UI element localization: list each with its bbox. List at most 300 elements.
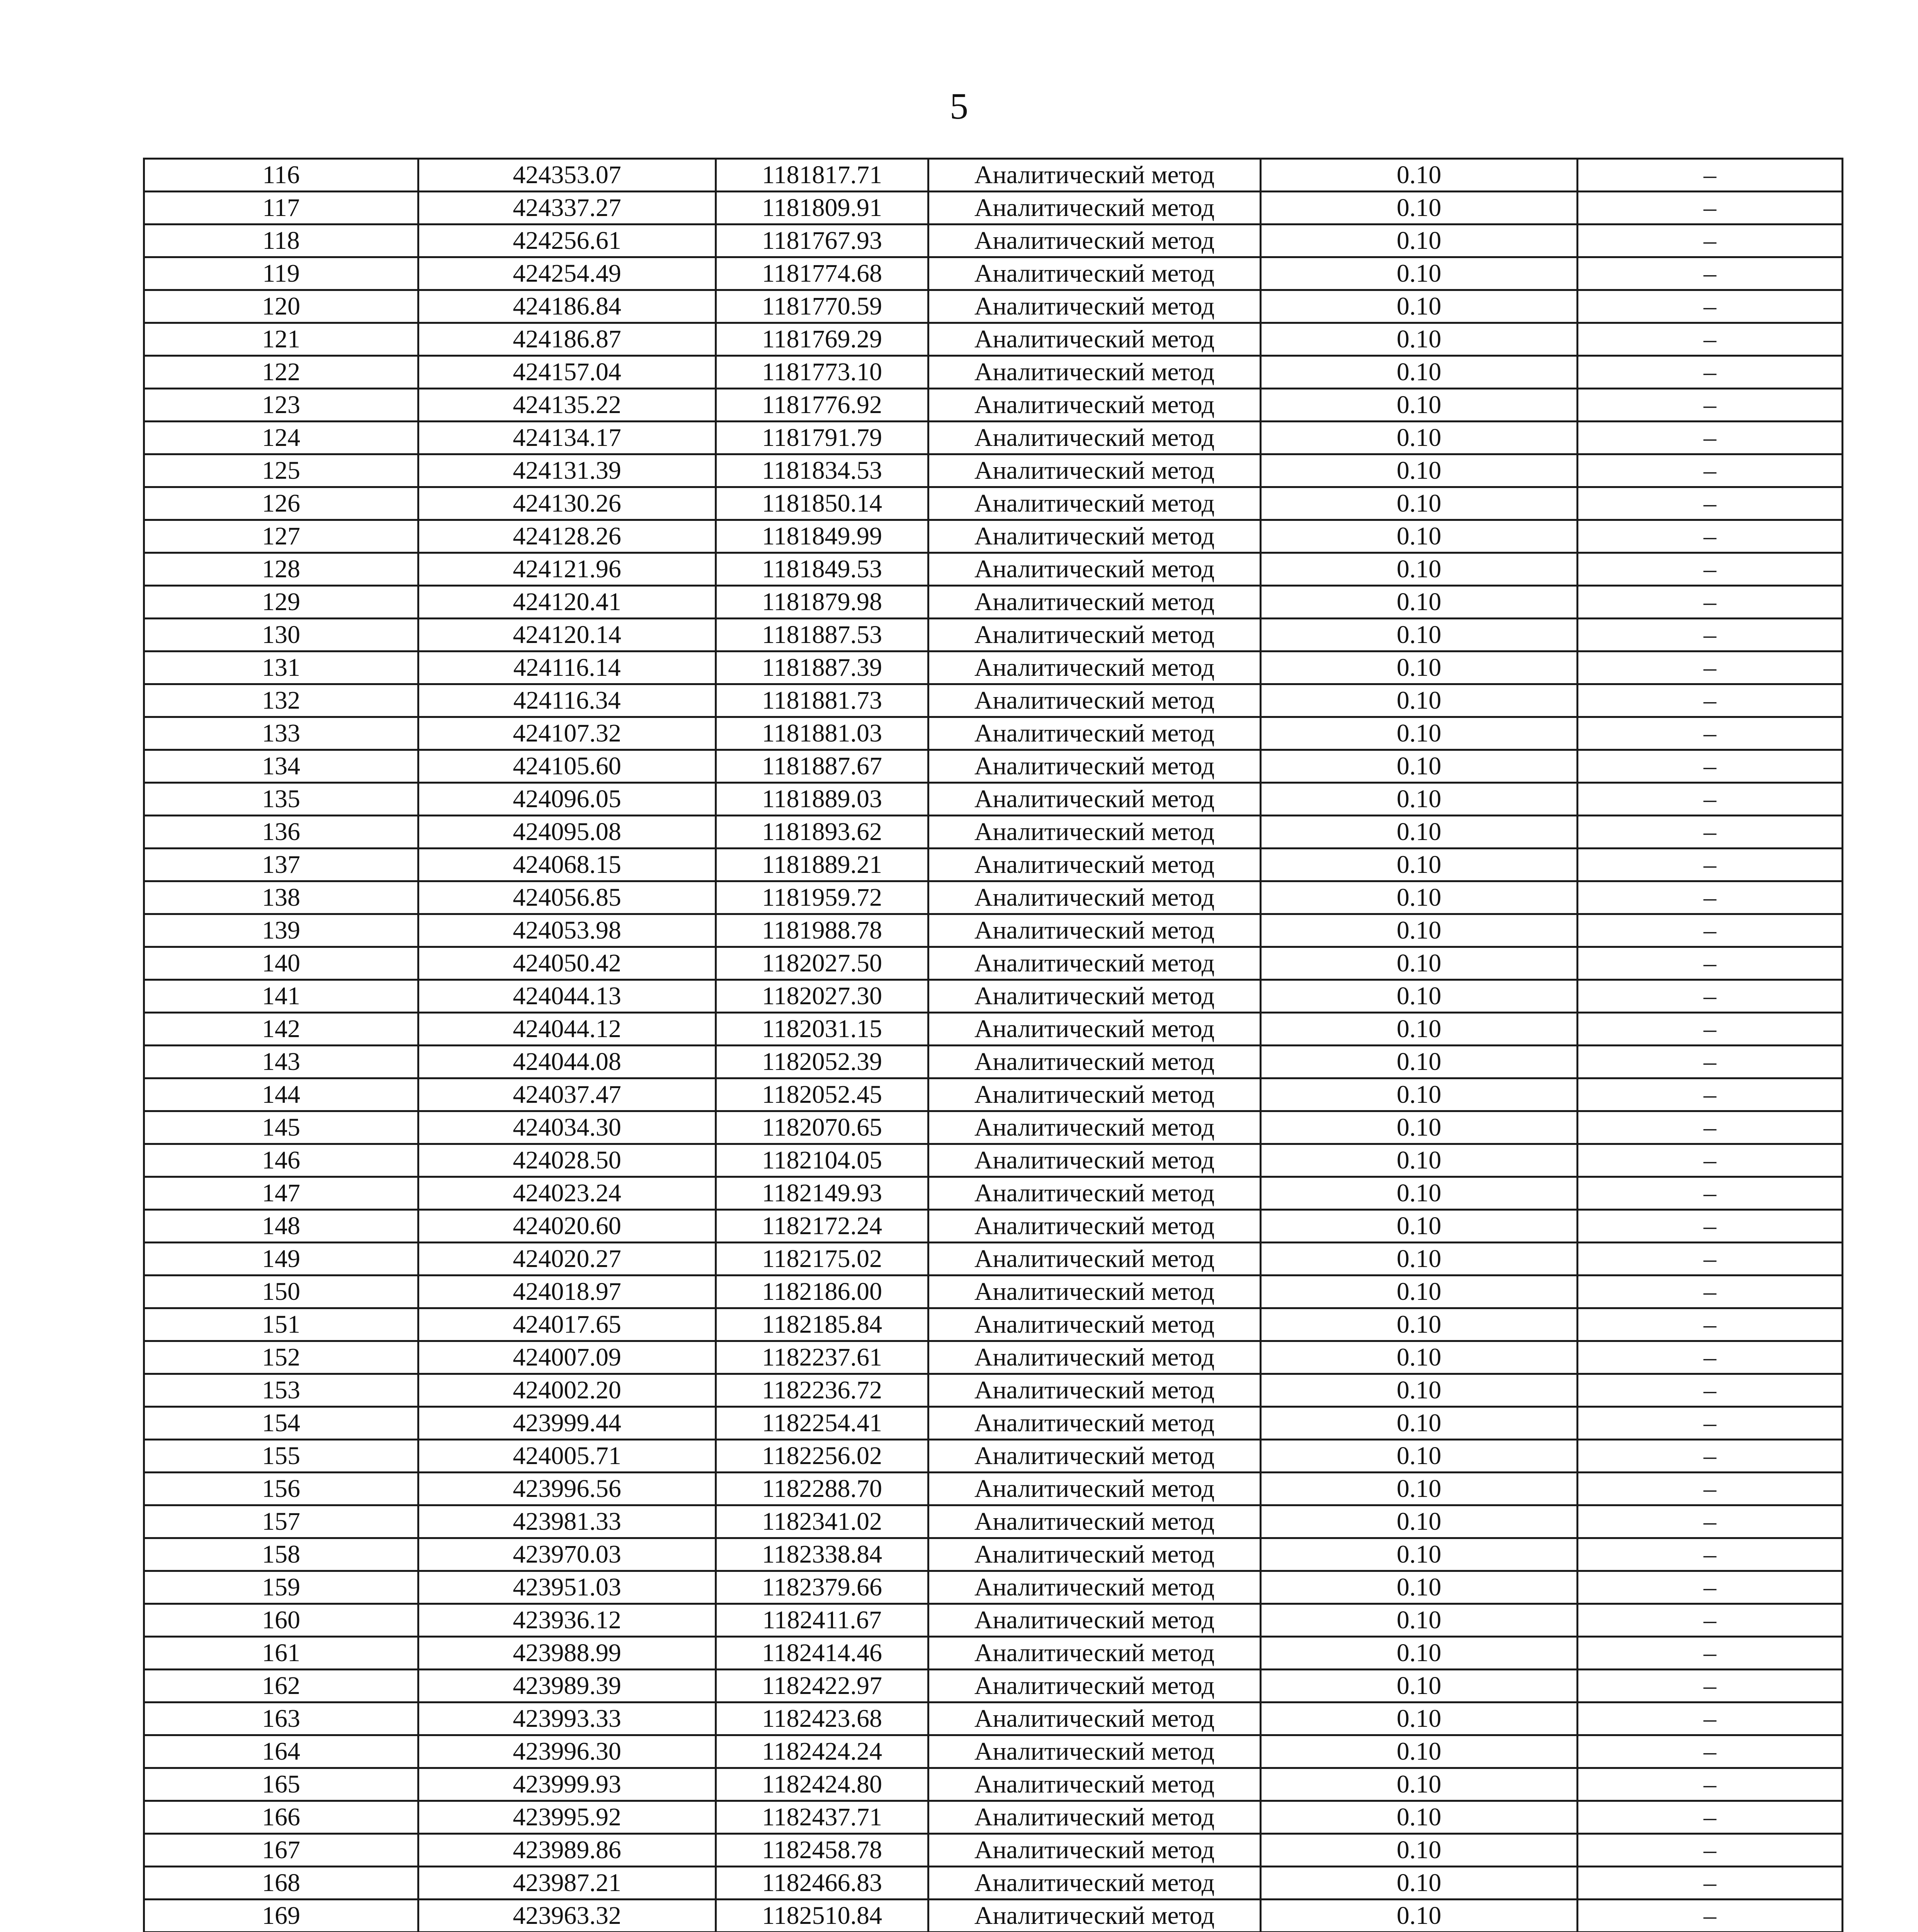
cell-x: 423993.33 bbox=[418, 1702, 716, 1735]
cell-description: – bbox=[1578, 947, 1843, 980]
cell-x: 424107.32 bbox=[418, 717, 716, 750]
cell-accuracy: 0.10 bbox=[1261, 1604, 1578, 1637]
cell-accuracy: 0.10 bbox=[1261, 1013, 1578, 1046]
cell-point-number: 157 bbox=[144, 1505, 418, 1538]
table-row bbox=[144, 1604, 1843, 1637]
cell-x: 424135.22 bbox=[418, 389, 716, 422]
cell-point-number: 124 bbox=[144, 422, 418, 454]
cell-accuracy: 0.10 bbox=[1261, 1702, 1578, 1735]
cell-description: – bbox=[1578, 1341, 1843, 1374]
cell-description: – bbox=[1578, 1538, 1843, 1571]
cell-y: 1182070.65 bbox=[716, 1111, 928, 1144]
cell-x: 424116.14 bbox=[418, 651, 716, 684]
cell-y: 1182172.24 bbox=[716, 1210, 928, 1243]
cell-accuracy: 0.10 bbox=[1261, 192, 1578, 224]
cell-point-number: 116 bbox=[144, 159, 418, 192]
table-row bbox=[144, 1243, 1843, 1276]
cell-point-number: 147 bbox=[144, 1177, 418, 1210]
cell-description: – bbox=[1578, 290, 1843, 323]
cell-point-number: 125 bbox=[144, 454, 418, 487]
cell-y: 1181959.72 bbox=[716, 881, 928, 914]
cell-y: 1181769.29 bbox=[716, 323, 928, 356]
cell-description: – bbox=[1578, 717, 1843, 750]
cell-point-number: 122 bbox=[144, 356, 418, 389]
cell-point-number: 130 bbox=[144, 619, 418, 651]
cell-description: – bbox=[1578, 1308, 1843, 1341]
cell-method: Аналитический метод bbox=[928, 553, 1261, 586]
cell-y: 1182338.84 bbox=[716, 1538, 928, 1571]
cell-description: – bbox=[1578, 1801, 1843, 1834]
cell-x: 424157.04 bbox=[418, 356, 716, 389]
cell-accuracy: 0.10 bbox=[1261, 750, 1578, 783]
cell-description: – bbox=[1578, 1407, 1843, 1440]
cell-accuracy: 0.10 bbox=[1261, 1571, 1578, 1604]
cell-description: – bbox=[1578, 1078, 1843, 1111]
cell-y: 1182256.02 bbox=[716, 1440, 928, 1473]
cell-x: 424134.17 bbox=[418, 422, 716, 454]
cell-method: Аналитический метод bbox=[928, 1571, 1261, 1604]
cell-point-number: 126 bbox=[144, 487, 418, 520]
cell-method: Аналитический метод bbox=[928, 586, 1261, 619]
cell-accuracy: 0.10 bbox=[1261, 1111, 1578, 1144]
page-number: 5 bbox=[950, 85, 968, 127]
cell-description: – bbox=[1578, 1702, 1843, 1735]
cell-y: 1181879.98 bbox=[716, 586, 928, 619]
cell-method: Аналитический метод bbox=[928, 1900, 1261, 1932]
cell-method: Аналитический метод bbox=[928, 947, 1261, 980]
cell-x: 424105.60 bbox=[418, 750, 716, 783]
cell-x: 423989.86 bbox=[418, 1834, 716, 1867]
cell-x: 423970.03 bbox=[418, 1538, 716, 1571]
table-row bbox=[144, 1111, 1843, 1144]
cell-description: – bbox=[1578, 422, 1843, 454]
cell-description: – bbox=[1578, 1571, 1843, 1604]
cell-point-number: 133 bbox=[144, 717, 418, 750]
cell-y: 1181881.03 bbox=[716, 717, 928, 750]
cell-method: Аналитический метод bbox=[928, 1440, 1261, 1473]
cell-y: 1182027.50 bbox=[716, 947, 928, 980]
cell-x: 424116.34 bbox=[418, 684, 716, 717]
cell-accuracy: 0.10 bbox=[1261, 914, 1578, 947]
table-row bbox=[144, 651, 1843, 684]
cell-method: Аналитический метод bbox=[928, 1243, 1261, 1276]
cell-y: 1181889.03 bbox=[716, 783, 928, 816]
cell-x: 424056.85 bbox=[418, 881, 716, 914]
cell-point-number: 160 bbox=[144, 1604, 418, 1637]
cell-description: – bbox=[1578, 816, 1843, 849]
cell-point-number: 151 bbox=[144, 1308, 418, 1341]
cell-method: Аналитический метод bbox=[928, 1177, 1261, 1210]
cell-point-number: 140 bbox=[144, 947, 418, 980]
cell-description: – bbox=[1578, 849, 1843, 881]
cell-description: – bbox=[1578, 1046, 1843, 1078]
table-row bbox=[144, 1834, 1843, 1867]
cell-accuracy: 0.10 bbox=[1261, 1144, 1578, 1177]
cell-accuracy: 0.10 bbox=[1261, 1735, 1578, 1768]
cell-point-number: 164 bbox=[144, 1735, 418, 1768]
cell-description: – bbox=[1578, 389, 1843, 422]
cell-method: Аналитический метод bbox=[928, 257, 1261, 290]
cell-x: 424044.08 bbox=[418, 1046, 716, 1078]
cell-method: Аналитический метод bbox=[928, 1473, 1261, 1505]
cell-point-number: 123 bbox=[144, 389, 418, 422]
cell-method: Аналитический метод bbox=[928, 1078, 1261, 1111]
cell-method: Аналитический метод bbox=[928, 651, 1261, 684]
cell-method: Аналитический метод bbox=[928, 1867, 1261, 1900]
cell-description: – bbox=[1578, 881, 1843, 914]
cell-x: 423996.56 bbox=[418, 1473, 716, 1505]
cell-y: 1182437.71 bbox=[716, 1801, 928, 1834]
cell-accuracy: 0.10 bbox=[1261, 849, 1578, 881]
table-row bbox=[144, 553, 1843, 586]
cell-accuracy: 0.10 bbox=[1261, 323, 1578, 356]
cell-y: 1181887.39 bbox=[716, 651, 928, 684]
cell-y: 1181887.53 bbox=[716, 619, 928, 651]
cell-y: 1182423.68 bbox=[716, 1702, 928, 1735]
table-row bbox=[144, 881, 1843, 914]
cell-method: Аналитический метод bbox=[928, 1735, 1261, 1768]
table-row bbox=[144, 1702, 1843, 1735]
cell-description: – bbox=[1578, 1768, 1843, 1801]
cell-method: Аналитический метод bbox=[928, 520, 1261, 553]
table-row bbox=[144, 454, 1843, 487]
cell-y: 1182236.72 bbox=[716, 1374, 928, 1407]
cell-accuracy: 0.10 bbox=[1261, 1440, 1578, 1473]
cell-description: – bbox=[1578, 1637, 1843, 1670]
cell-method: Аналитический метод bbox=[928, 881, 1261, 914]
cell-method: Аналитический метод bbox=[928, 1144, 1261, 1177]
cell-x: 423995.92 bbox=[418, 1801, 716, 1834]
cell-method: Аналитический метод bbox=[928, 356, 1261, 389]
cell-method: Аналитический метод bbox=[928, 1111, 1261, 1144]
cell-x: 424068.15 bbox=[418, 849, 716, 881]
cell-accuracy: 0.10 bbox=[1261, 947, 1578, 980]
cell-x: 424256.61 bbox=[418, 224, 716, 257]
cell-point-number: 118 bbox=[144, 224, 418, 257]
cell-y: 1182458.78 bbox=[716, 1834, 928, 1867]
cell-y: 1181770.59 bbox=[716, 290, 928, 323]
cell-accuracy: 0.10 bbox=[1261, 389, 1578, 422]
cell-accuracy: 0.10 bbox=[1261, 619, 1578, 651]
table-row bbox=[144, 684, 1843, 717]
cell-point-number: 117 bbox=[144, 192, 418, 224]
cell-point-number: 142 bbox=[144, 1013, 418, 1046]
cell-y: 1181774.68 bbox=[716, 257, 928, 290]
cell-description: – bbox=[1578, 783, 1843, 816]
cell-y: 1181834.53 bbox=[716, 454, 928, 487]
cell-method: Аналитический метод bbox=[928, 1308, 1261, 1341]
cell-accuracy: 0.10 bbox=[1261, 816, 1578, 849]
cell-point-number: 155 bbox=[144, 1440, 418, 1473]
cell-point-number: 120 bbox=[144, 290, 418, 323]
cell-y: 1181881.73 bbox=[716, 684, 928, 717]
cell-x: 423981.33 bbox=[418, 1505, 716, 1538]
cell-y: 1181889.21 bbox=[716, 849, 928, 881]
cell-accuracy: 0.10 bbox=[1261, 1768, 1578, 1801]
cell-accuracy: 0.10 bbox=[1261, 159, 1578, 192]
table-row bbox=[144, 487, 1843, 520]
cell-description: – bbox=[1578, 159, 1843, 192]
table-row bbox=[144, 1735, 1843, 1768]
cell-point-number: 145 bbox=[144, 1111, 418, 1144]
table-row bbox=[144, 947, 1843, 980]
cell-y: 1182424.80 bbox=[716, 1768, 928, 1801]
cell-x: 424002.20 bbox=[418, 1374, 716, 1407]
cell-x: 424096.05 bbox=[418, 783, 716, 816]
cell-point-number: 119 bbox=[144, 257, 418, 290]
cell-accuracy: 0.10 bbox=[1261, 1210, 1578, 1243]
cell-accuracy: 0.10 bbox=[1261, 1276, 1578, 1308]
cell-accuracy: 0.10 bbox=[1261, 553, 1578, 586]
cell-method: Аналитический метод bbox=[928, 1768, 1261, 1801]
cell-method: Аналитический метод bbox=[928, 1604, 1261, 1637]
table-row bbox=[144, 1440, 1843, 1473]
cell-accuracy: 0.10 bbox=[1261, 224, 1578, 257]
cell-accuracy: 0.10 bbox=[1261, 586, 1578, 619]
cell-method: Аналитический метод bbox=[928, 914, 1261, 947]
cell-x: 424044.12 bbox=[418, 1013, 716, 1046]
cell-description: – bbox=[1578, 619, 1843, 651]
cell-point-number: 152 bbox=[144, 1341, 418, 1374]
cell-accuracy: 0.10 bbox=[1261, 422, 1578, 454]
cell-accuracy: 0.10 bbox=[1261, 1177, 1578, 1210]
cell-y: 1182411.67 bbox=[716, 1604, 928, 1637]
cell-y: 1182341.02 bbox=[716, 1505, 928, 1538]
cell-point-number: 132 bbox=[144, 684, 418, 717]
cell-x: 423988.99 bbox=[418, 1637, 716, 1670]
cell-accuracy: 0.10 bbox=[1261, 717, 1578, 750]
cell-accuracy: 0.10 bbox=[1261, 1407, 1578, 1440]
cell-point-number: 167 bbox=[144, 1834, 418, 1867]
cell-y: 1182379.66 bbox=[716, 1571, 928, 1604]
cell-description: – bbox=[1578, 1210, 1843, 1243]
cell-x: 424095.08 bbox=[418, 816, 716, 849]
cell-method: Аналитический метод bbox=[928, 1276, 1261, 1308]
cell-accuracy: 0.10 bbox=[1261, 1078, 1578, 1111]
table-row bbox=[144, 422, 1843, 454]
cell-point-number: 144 bbox=[144, 1078, 418, 1111]
cell-description: – bbox=[1578, 1177, 1843, 1210]
cell-y: 1182466.83 bbox=[716, 1867, 928, 1900]
cell-method: Аналитический метод bbox=[928, 1538, 1261, 1571]
cell-x: 424353.07 bbox=[418, 159, 716, 192]
cell-y: 1182422.97 bbox=[716, 1670, 928, 1702]
cell-y: 1182149.93 bbox=[716, 1177, 928, 1210]
cell-method: Аналитический метод bbox=[928, 1210, 1261, 1243]
cell-point-number: 163 bbox=[144, 1702, 418, 1735]
cell-y: 1182288.70 bbox=[716, 1473, 928, 1505]
cell-x: 423951.03 bbox=[418, 1571, 716, 1604]
cell-description: – bbox=[1578, 520, 1843, 553]
cell-y: 1181988.78 bbox=[716, 914, 928, 947]
cell-description: – bbox=[1578, 1670, 1843, 1702]
table-row bbox=[144, 1374, 1843, 1407]
cell-y: 1182052.39 bbox=[716, 1046, 928, 1078]
cell-x: 424186.84 bbox=[418, 290, 716, 323]
table-row bbox=[144, 1407, 1843, 1440]
cell-description: – bbox=[1578, 914, 1843, 947]
cell-method: Аналитический метод bbox=[928, 1013, 1261, 1046]
cell-x: 423996.30 bbox=[418, 1735, 716, 1768]
cell-y: 1182510.84 bbox=[716, 1900, 928, 1932]
table-row bbox=[144, 1341, 1843, 1374]
table-row bbox=[144, 1210, 1843, 1243]
cell-x: 424007.09 bbox=[418, 1341, 716, 1374]
cell-method: Аналитический метод bbox=[928, 224, 1261, 257]
cell-method: Аналитический метод bbox=[928, 619, 1261, 651]
table-row bbox=[144, 1670, 1843, 1702]
cell-method: Аналитический метод bbox=[928, 1670, 1261, 1702]
table-row bbox=[144, 356, 1843, 389]
cell-accuracy: 0.10 bbox=[1261, 1308, 1578, 1341]
cell-point-number: 149 bbox=[144, 1243, 418, 1276]
cell-point-number: 143 bbox=[144, 1046, 418, 1078]
table-row bbox=[144, 224, 1843, 257]
table-row bbox=[144, 1571, 1843, 1604]
cell-method: Аналитический метод bbox=[928, 422, 1261, 454]
table-row bbox=[144, 750, 1843, 783]
cell-x: 424005.71 bbox=[418, 1440, 716, 1473]
cell-y: 1181850.14 bbox=[716, 487, 928, 520]
cell-x: 424131.39 bbox=[418, 454, 716, 487]
cell-method: Аналитический метод bbox=[928, 1834, 1261, 1867]
cell-point-number: 121 bbox=[144, 323, 418, 356]
cell-method: Аналитический метод bbox=[928, 783, 1261, 816]
cell-point-number: 169 bbox=[144, 1900, 418, 1932]
cell-y: 1181791.79 bbox=[716, 422, 928, 454]
cell-description: – bbox=[1578, 1604, 1843, 1637]
cell-y: 1181893.62 bbox=[716, 816, 928, 849]
cell-accuracy: 0.10 bbox=[1261, 1243, 1578, 1276]
cell-accuracy: 0.10 bbox=[1261, 684, 1578, 717]
cell-method: Аналитический метод bbox=[928, 980, 1261, 1013]
cell-x: 424020.60 bbox=[418, 1210, 716, 1243]
cell-y: 1182237.61 bbox=[716, 1341, 928, 1374]
cell-point-number: 159 bbox=[144, 1571, 418, 1604]
cell-point-number: 168 bbox=[144, 1867, 418, 1900]
cell-description: – bbox=[1578, 1900, 1843, 1932]
cell-x: 424186.87 bbox=[418, 323, 716, 356]
cell-x: 424254.49 bbox=[418, 257, 716, 290]
table-row bbox=[144, 1308, 1843, 1341]
table-row bbox=[144, 1768, 1843, 1801]
cell-y: 1181773.10 bbox=[716, 356, 928, 389]
cell-x: 424034.30 bbox=[418, 1111, 716, 1144]
table-row bbox=[144, 914, 1843, 947]
cell-accuracy: 0.10 bbox=[1261, 257, 1578, 290]
cell-accuracy: 0.10 bbox=[1261, 1538, 1578, 1571]
cell-method: Аналитический метод bbox=[928, 323, 1261, 356]
cell-y: 1181887.67 bbox=[716, 750, 928, 783]
cell-y: 1181776.92 bbox=[716, 389, 928, 422]
cell-point-number: 128 bbox=[144, 553, 418, 586]
table-row bbox=[144, 1046, 1843, 1078]
cell-point-number: 150 bbox=[144, 1276, 418, 1308]
cell-accuracy: 0.10 bbox=[1261, 1341, 1578, 1374]
cell-method: Аналитический метод bbox=[928, 159, 1261, 192]
cell-method: Аналитический метод bbox=[928, 1046, 1261, 1078]
cell-description: – bbox=[1578, 553, 1843, 586]
table-row bbox=[144, 586, 1843, 619]
table-row bbox=[144, 1078, 1843, 1111]
cell-description: – bbox=[1578, 1374, 1843, 1407]
cell-x: 424050.42 bbox=[418, 947, 716, 980]
cell-accuracy: 0.10 bbox=[1261, 520, 1578, 553]
cell-x: 423987.21 bbox=[418, 1867, 716, 1900]
coordinates-table-body bbox=[144, 159, 1843, 1932]
cell-method: Аналитический метод bbox=[928, 849, 1261, 881]
cell-point-number: 129 bbox=[144, 586, 418, 619]
cell-method: Аналитический метод bbox=[928, 1505, 1261, 1538]
cell-accuracy: 0.10 bbox=[1261, 1900, 1578, 1932]
cell-point-number: 148 bbox=[144, 1210, 418, 1243]
table-row bbox=[144, 192, 1843, 224]
cell-point-number: 153 bbox=[144, 1374, 418, 1407]
cell-point-number: 156 bbox=[144, 1473, 418, 1505]
cell-accuracy: 0.10 bbox=[1261, 487, 1578, 520]
cell-x: 424044.13 bbox=[418, 980, 716, 1013]
cell-description: – bbox=[1578, 1735, 1843, 1768]
cell-description: – bbox=[1578, 1834, 1843, 1867]
cell-description: – bbox=[1578, 487, 1843, 520]
table-row bbox=[144, 1867, 1843, 1900]
cell-description: – bbox=[1578, 192, 1843, 224]
table-row bbox=[144, 290, 1843, 323]
cell-description: – bbox=[1578, 1867, 1843, 1900]
table-row bbox=[144, 323, 1843, 356]
cell-method: Аналитический метод bbox=[928, 487, 1261, 520]
cell-accuracy: 0.10 bbox=[1261, 454, 1578, 487]
cell-point-number: 137 bbox=[144, 849, 418, 881]
cell-description: – bbox=[1578, 1276, 1843, 1308]
cell-point-number: 158 bbox=[144, 1538, 418, 1571]
cell-y: 1182175.02 bbox=[716, 1243, 928, 1276]
cell-method: Аналитический метод bbox=[928, 1702, 1261, 1735]
cell-x: 424037.47 bbox=[418, 1078, 716, 1111]
table-row bbox=[144, 1900, 1843, 1932]
cell-accuracy: 0.10 bbox=[1261, 783, 1578, 816]
table-row bbox=[144, 1473, 1843, 1505]
cell-y: 1182254.41 bbox=[716, 1407, 928, 1440]
table-row bbox=[144, 1538, 1843, 1571]
cell-description: – bbox=[1578, 224, 1843, 257]
cell-accuracy: 0.10 bbox=[1261, 1801, 1578, 1834]
cell-method: Аналитический метод bbox=[928, 717, 1261, 750]
cell-x: 424018.97 bbox=[418, 1276, 716, 1308]
cell-description: – bbox=[1578, 356, 1843, 389]
cell-y: 1182104.05 bbox=[716, 1144, 928, 1177]
cell-y: 1181809.91 bbox=[716, 192, 928, 224]
cell-method: Аналитический метод bbox=[928, 290, 1261, 323]
cell-method: Аналитический метод bbox=[928, 1341, 1261, 1374]
cell-y: 1182052.45 bbox=[716, 1078, 928, 1111]
cell-y: 1182185.84 bbox=[716, 1308, 928, 1341]
cell-description: – bbox=[1578, 980, 1843, 1013]
cell-x: 424023.24 bbox=[418, 1177, 716, 1210]
cell-point-number: 134 bbox=[144, 750, 418, 783]
cell-x: 424121.96 bbox=[418, 553, 716, 586]
cell-x: 424053.98 bbox=[418, 914, 716, 947]
cell-method: Аналитический метод bbox=[928, 1801, 1261, 1834]
cell-accuracy: 0.10 bbox=[1261, 1670, 1578, 1702]
table-row bbox=[144, 520, 1843, 553]
cell-description: – bbox=[1578, 1013, 1843, 1046]
table-row bbox=[144, 159, 1843, 192]
cell-description: – bbox=[1578, 651, 1843, 684]
cell-point-number: 136 bbox=[144, 816, 418, 849]
cell-x: 424337.27 bbox=[418, 192, 716, 224]
cell-y: 1181817.71 bbox=[716, 159, 928, 192]
